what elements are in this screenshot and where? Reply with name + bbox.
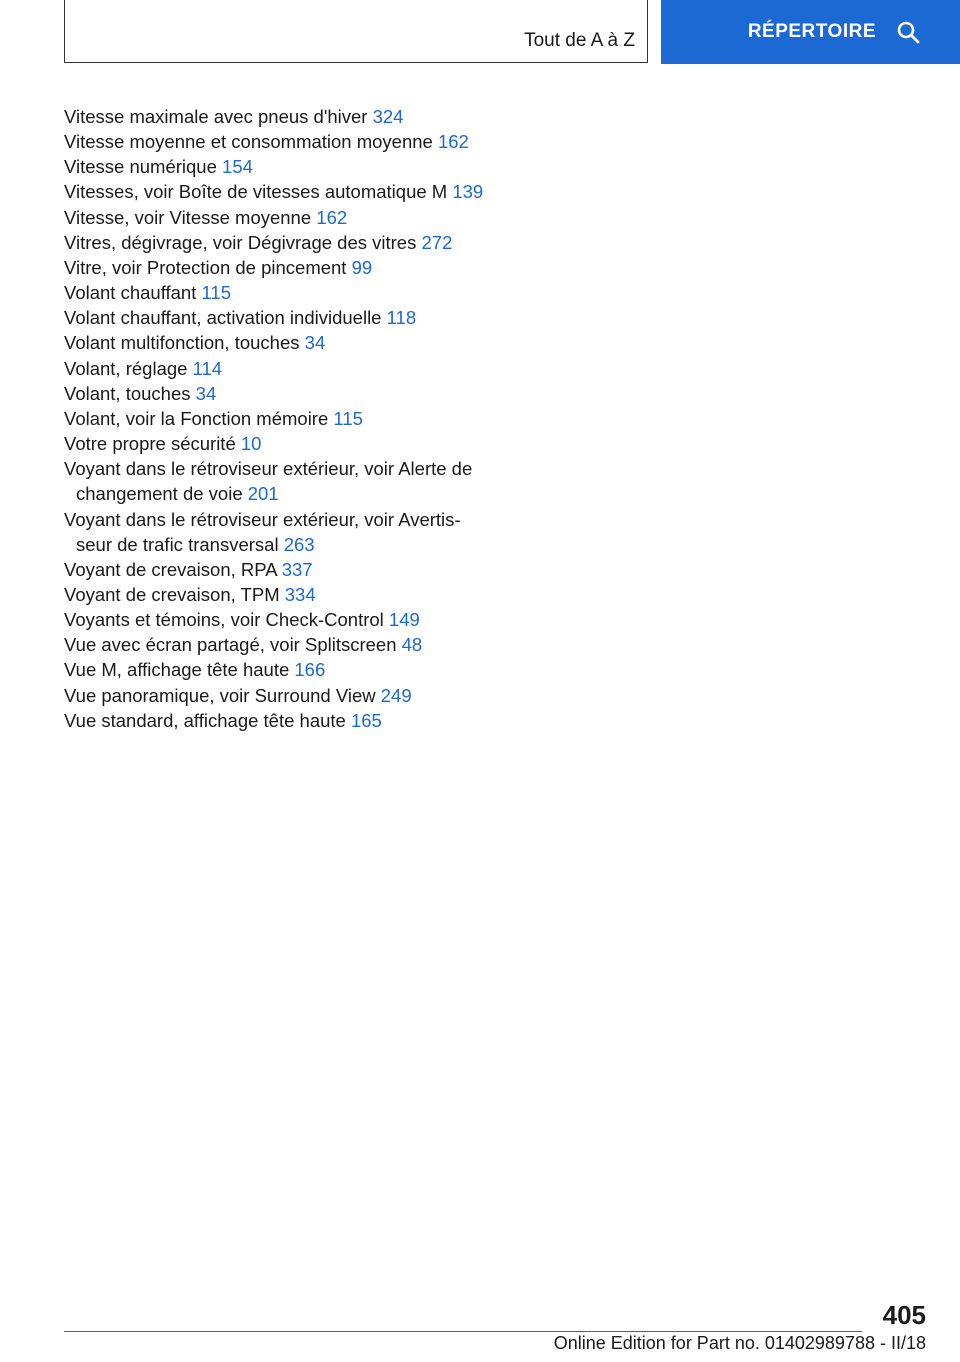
index-term: Vitres, dégivrage, voir Dégivrage des vitres xyxy=(64,231,417,253)
index-entry xyxy=(64,557,484,582)
tab-label: RÉPERTOIRE xyxy=(747,21,876,42)
index-term: Voyants et témoins, voir Check-Control xyxy=(64,609,384,631)
index-term: Volant, voir la Fonction mémoire xyxy=(64,407,329,429)
repertoire-tab[interactable] xyxy=(661,0,960,64)
index-entry xyxy=(64,280,484,305)
page-reference-link[interactable]: 114 xyxy=(192,357,223,379)
index-term: Voyant de crevaison, TPM xyxy=(64,583,280,605)
page-reference-link[interactable]: 139 xyxy=(452,181,484,203)
index-term: Vue panoramique, voir Surround View xyxy=(64,684,376,706)
index-entry xyxy=(64,582,484,607)
index-entry xyxy=(64,381,484,406)
index-term: Vue standard, affichage tête haute xyxy=(64,709,346,731)
index-term: Vitesse, voir Vitesse moyenne xyxy=(64,206,312,228)
page-reference-link[interactable]: 115 xyxy=(333,407,363,429)
page-reference-link[interactable]: 165 xyxy=(350,709,382,731)
page-reference-link[interactable]: 324 xyxy=(372,106,404,127)
index-entry xyxy=(64,330,484,355)
search-icon[interactable] xyxy=(896,20,920,44)
page-reference-link[interactable]: 149 xyxy=(388,609,420,631)
page-reference-link[interactable]: 48 xyxy=(401,634,423,656)
index-term: Volant, réglage xyxy=(64,357,188,379)
index-entry xyxy=(64,657,484,682)
index-term: Vue M, affichage tête haute xyxy=(64,659,290,681)
index-entry xyxy=(64,255,484,280)
index-term: Vue avec écran partagé, voir Splitscreen xyxy=(64,634,397,656)
index-term: Vitesse maximale avec pneus d'hiver xyxy=(64,106,368,127)
page-reference-link[interactable]: 334 xyxy=(284,583,316,605)
page-reference-link[interactable]: 263 xyxy=(283,533,315,555)
index-term: Vitesse moyenne et consommation moyenne xyxy=(64,131,433,153)
index-term: Voyant de crevaison, RPA xyxy=(64,558,277,580)
page-reference-link[interactable]: 99 xyxy=(351,256,373,278)
index-entry xyxy=(64,632,484,657)
index-list xyxy=(64,104,484,733)
page-reference-link[interactable]: 118 xyxy=(386,307,417,329)
page-reference-link[interactable]: 162 xyxy=(437,131,469,153)
index-entry xyxy=(64,607,484,632)
page-number: 405 xyxy=(882,1300,926,1330)
index-term: Vitre, voir Protection de pincement xyxy=(64,256,347,278)
index-entry xyxy=(64,230,484,255)
index-term: Votre propre sécurité xyxy=(64,433,236,455)
index-entry xyxy=(64,179,484,204)
index-entry xyxy=(64,431,484,456)
index-entry xyxy=(64,456,484,506)
header-section-box xyxy=(64,0,648,63)
index-entry xyxy=(64,708,484,733)
index-entry xyxy=(64,406,484,431)
index-entry xyxy=(64,205,484,230)
index-term: Vitesses, voir Boîte de vitesses automatique M xyxy=(64,181,448,203)
index-term: Volant multifonction, touches xyxy=(64,332,300,354)
page-reference-link[interactable]: 115 xyxy=(201,282,231,304)
index-term: Voyant dans le rétroviseur extérieur, voir Alerte de changement de voie xyxy=(64,458,473,505)
index-entry xyxy=(64,154,484,179)
index-term: Voyant dans le rétroviseur extérieur, voir Avertisseur de trafic transversal xyxy=(64,508,461,555)
index-term: Vitesse numérique xyxy=(64,156,217,178)
page-reference-link[interactable]: 34 xyxy=(195,382,217,404)
index-entry xyxy=(64,104,484,129)
footer-edition-text: Online Edition for Part no. 01402989788 - II/18 xyxy=(553,1333,926,1353)
page-reference-link[interactable]: 201 xyxy=(247,483,279,505)
page-reference-link[interactable]: 166 xyxy=(294,659,326,681)
page-reference-link[interactable]: 249 xyxy=(380,684,412,706)
index-entry xyxy=(64,356,484,381)
page-reference-link[interactable]: 337 xyxy=(281,558,313,580)
index-entry xyxy=(64,683,484,708)
page-reference-link[interactable]: 272 xyxy=(421,231,453,253)
index-term: Volant chauffant, activation individuelle xyxy=(64,307,382,329)
index-term: Volant, touches xyxy=(64,382,191,404)
page-reference-link[interactable]: 154 xyxy=(222,156,253,178)
page-reference-link[interactable]: 34 xyxy=(304,332,326,354)
index-term: Volant chauffant xyxy=(64,282,197,304)
index-entry xyxy=(64,305,484,330)
page-reference-link[interactable]: 10 xyxy=(240,433,262,455)
page-reference-link[interactable]: 162 xyxy=(316,206,348,228)
footer-divider xyxy=(64,1331,862,1332)
index-entry xyxy=(64,507,484,557)
index-entry xyxy=(64,129,484,154)
section-title: Tout de A à Z xyxy=(524,30,635,51)
